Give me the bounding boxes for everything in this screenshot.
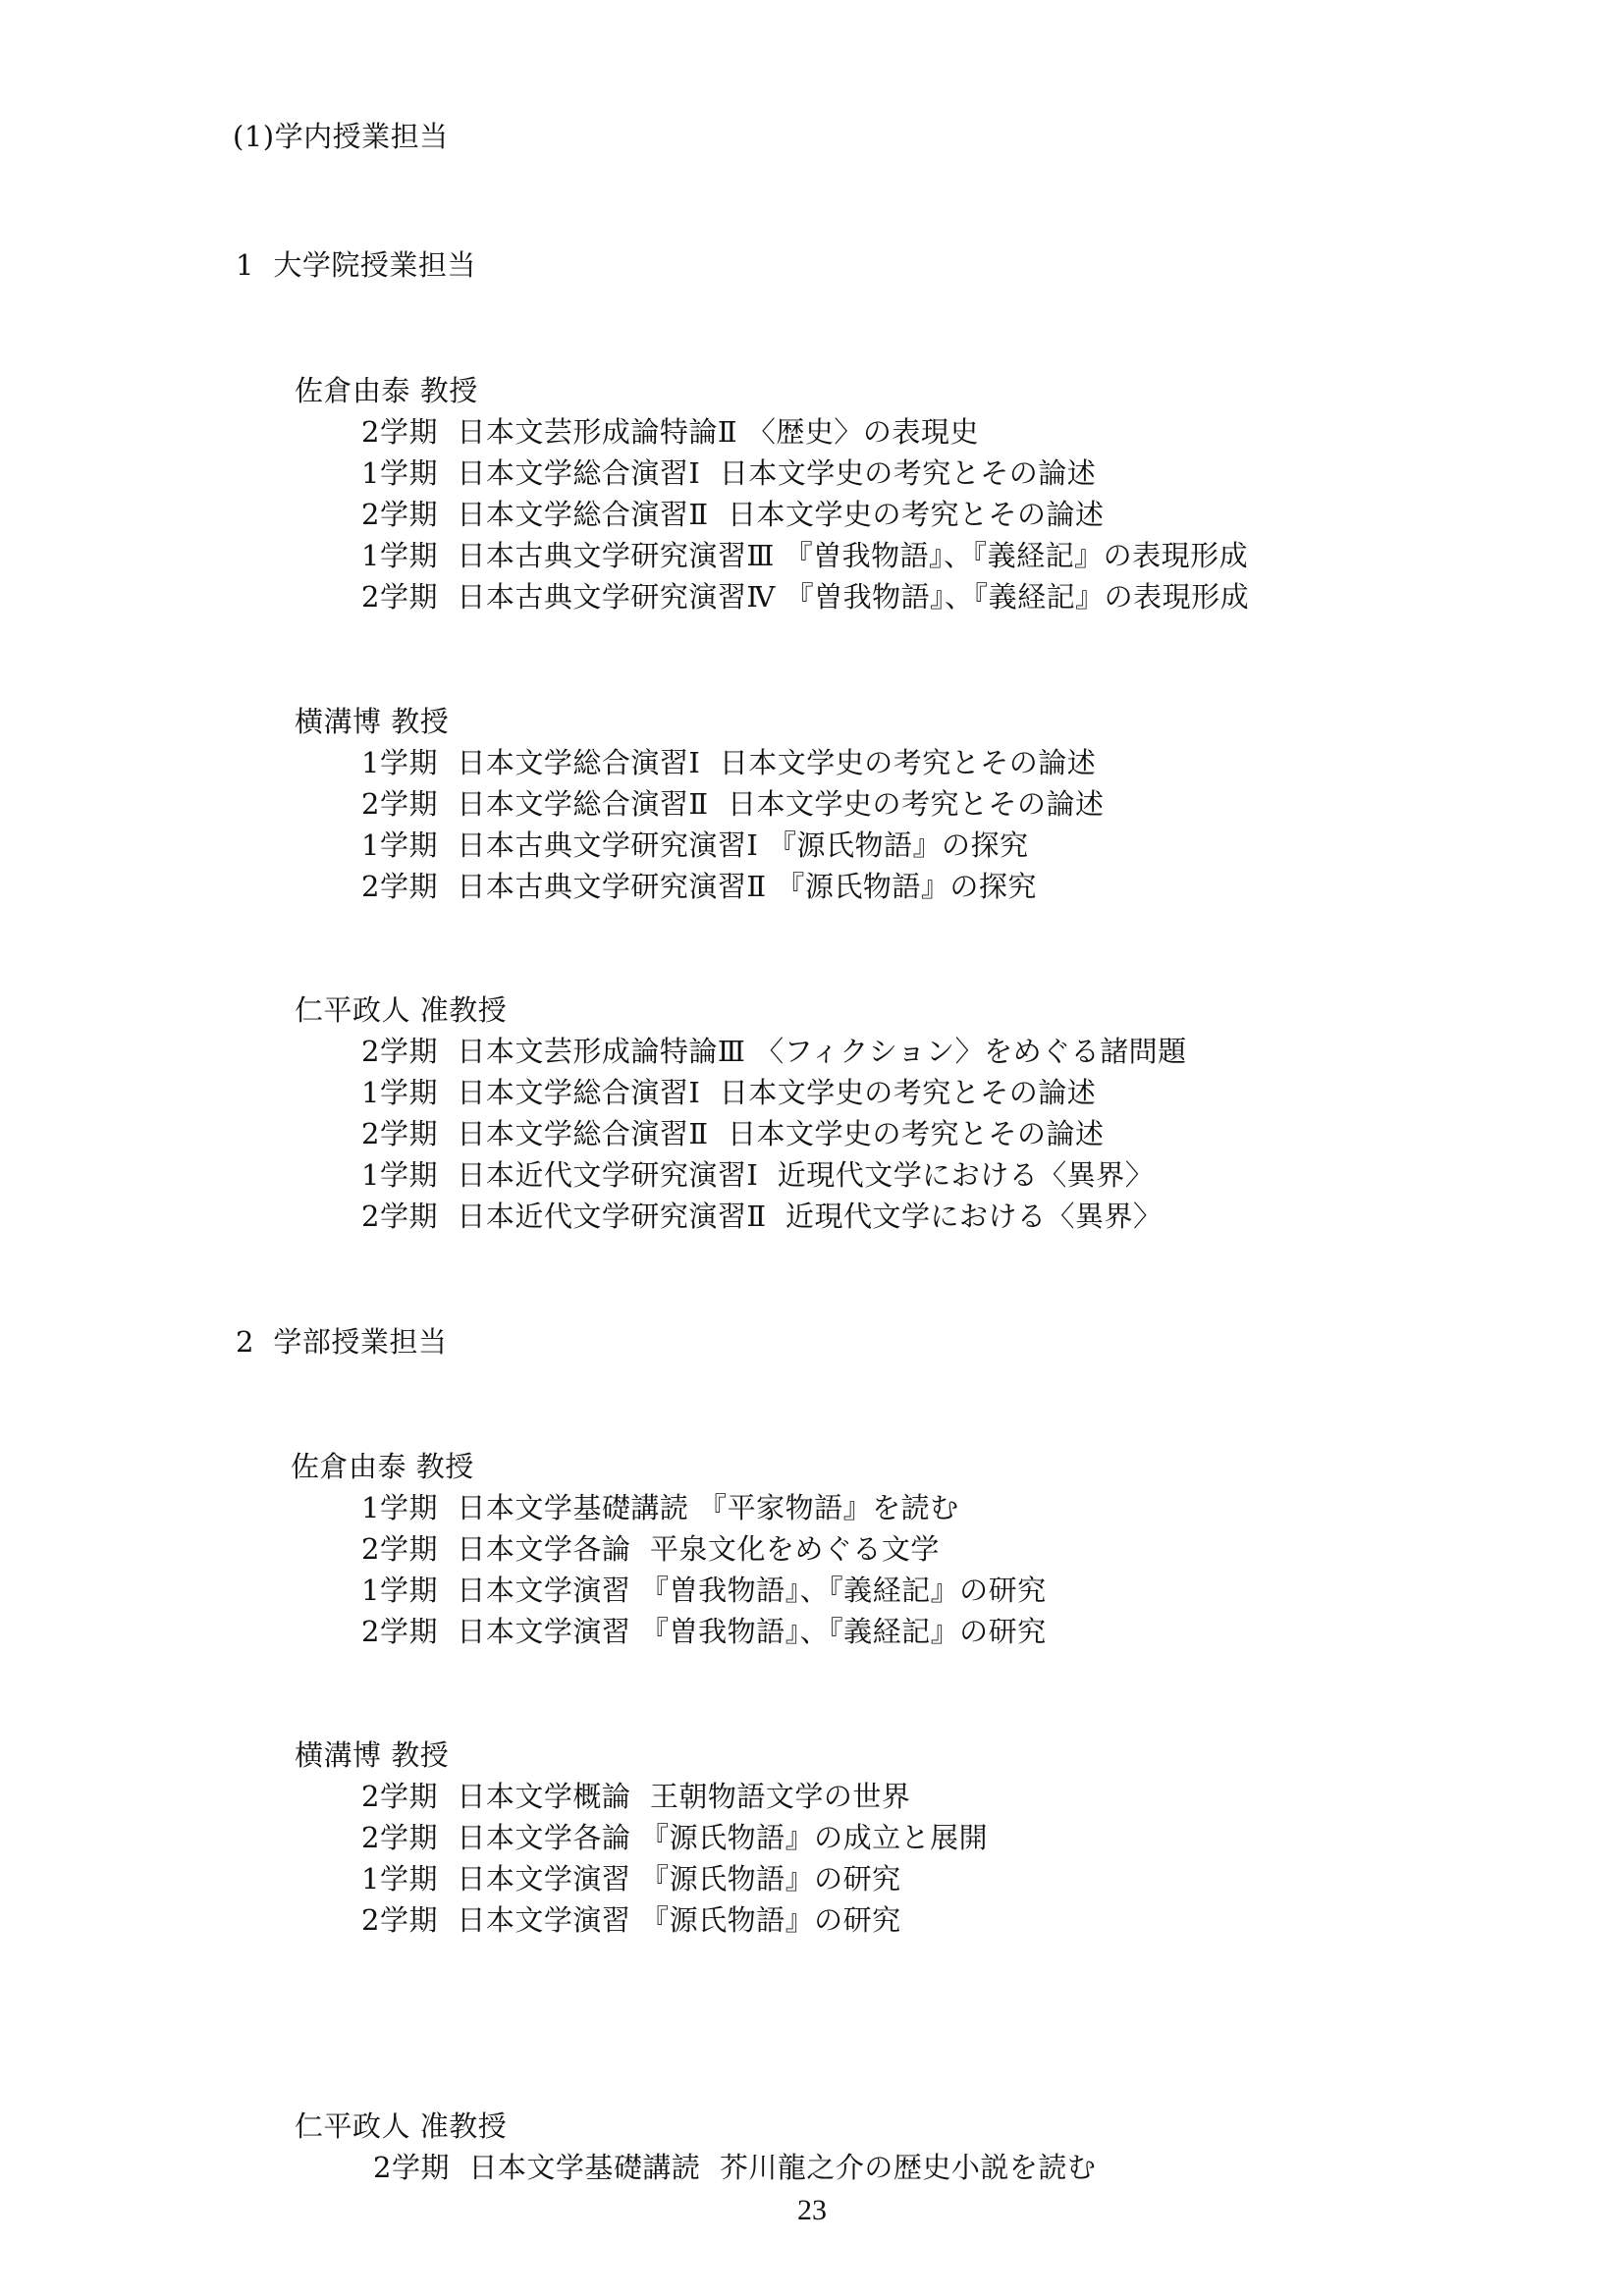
- faculty-name: 仁平政人 准教授: [295, 993, 508, 1027]
- section-title: (1)学内授業担当: [233, 120, 449, 153]
- course-line: 1学期 日本近代文学研究演習Ⅰ 近現代文学における〈異界〉: [361, 1158, 1155, 1192]
- course-line: 2学期 日本文芸形成論特論Ⅱ 〈歴史〉の表現史: [361, 415, 979, 449]
- faculty-name: 佐倉由泰 教授: [291, 1450, 474, 1483]
- faculty-name: 仁平政人 准教授: [295, 2109, 508, 2143]
- course-line: 2学期 日本古典文学研究演習Ⅱ 『源氏物語』の探究: [361, 870, 1037, 903]
- faculty-name: 佐倉由泰 教授: [295, 374, 478, 407]
- course-line: 2学期 日本文学各論 平泉文化をめぐる文学: [361, 1532, 940, 1566]
- course-line: 1学期 日本古典文学研究演習Ⅲ 『曽我物語』、『義経記』の表現形成: [361, 539, 1249, 572]
- course-line: 1学期 日本文学演習 『曽我物語』、『義経記』の研究: [361, 1574, 1047, 1607]
- course-line: 2学期 日本文学総合演習Ⅱ 日本文学史の考究とその論述: [361, 498, 1105, 531]
- faculty-name: 横溝博 教授: [295, 1738, 450, 1772]
- course-line: 2学期 日本文学演習 『源氏物語』の研究: [361, 1903, 901, 1937]
- page-number: 23: [797, 2194, 827, 2226]
- course-line: 2学期 日本文学各論 『源氏物語』の成立と展開: [361, 1821, 989, 1854]
- course-line: 1学期 日本文学総合演習Ⅰ 日本文学史の考究とその論述: [361, 1076, 1097, 1109]
- course-line: 1学期 日本文学総合演習Ⅰ 日本文学史の考究とその論述: [361, 456, 1097, 490]
- course-line: 2学期 日本近代文学研究演習Ⅱ 近現代文学における〈異界〉: [361, 1200, 1163, 1233]
- faculty-name: 横溝博 教授: [295, 705, 450, 738]
- course-line: 2学期 日本文学基礎講読 芥川龍之介の歴史小説を読む: [373, 2151, 1097, 2184]
- graduate-heading: 1 大学院授業担当: [236, 248, 476, 282]
- course-line: 2学期 日本古典文学研究演習Ⅳ 『曽我物語』、『義経記』の表現形成: [361, 580, 1250, 614]
- course-line: 2学期 日本文学総合演習Ⅱ 日本文学史の考究とその論述: [361, 1117, 1105, 1150]
- course-line: 1学期 日本文学基礎講読 『平家物語』を読む: [361, 1491, 959, 1524]
- course-line: 2学期 日本文学総合演習Ⅱ 日本文学史の考究とその論述: [361, 787, 1105, 821]
- course-line: 2学期 日本文学概論 王朝物語文学の世界: [361, 1780, 911, 1813]
- course-line: 1学期 日本文学総合演習Ⅰ 日本文学史の考究とその論述: [361, 746, 1097, 779]
- course-line: 1学期 日本文学演習 『源氏物語』の研究: [361, 1862, 901, 1896]
- course-line: 2学期 日本文学演習 『曽我物語』、『義経記』の研究: [361, 1615, 1047, 1648]
- undergraduate-heading: 2 学部授業担当: [236, 1325, 448, 1359]
- course-line: 2学期 日本文芸形成論特論Ⅲ 〈フィクション〉をめぐる諸問題: [361, 1035, 1187, 1068]
- course-line: 1学期 日本古典文学研究演習Ⅰ 『源氏物語』の探究: [361, 828, 1029, 862]
